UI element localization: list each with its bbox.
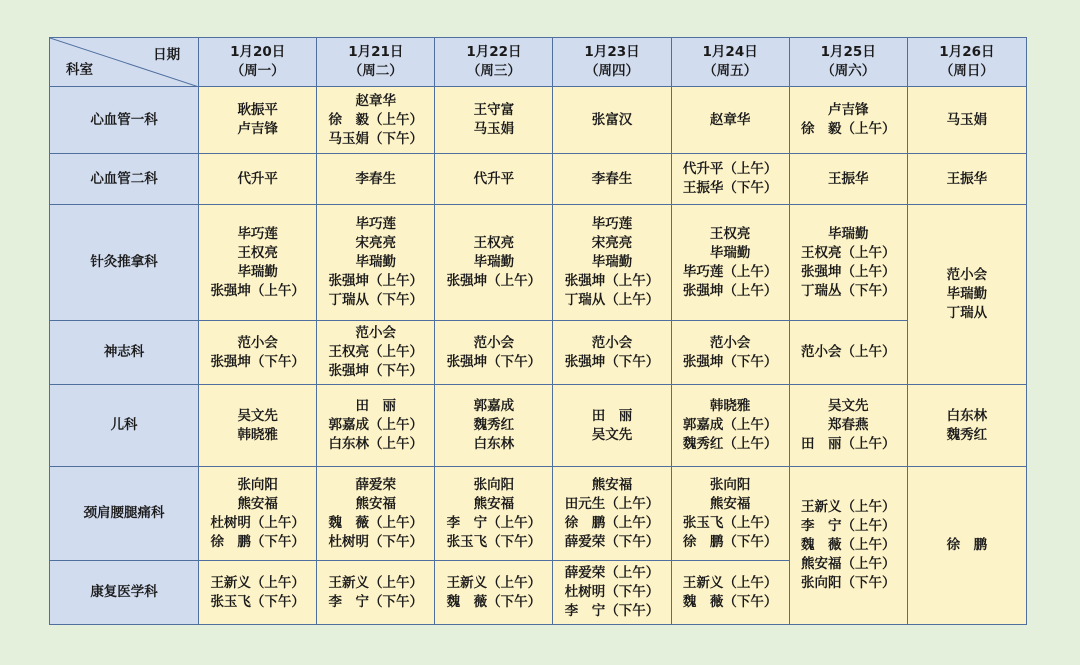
staff-entry: 马玉娟 [946,111,988,128]
staff-entry: 王振华（下午） [682,180,778,196]
staff-entry: 薛爱荣（下午） [564,533,660,550]
staff-entry: 范小会 [473,334,515,351]
staff-entry: 张强坤（下午） [210,353,305,370]
day-date: 1月25日 [820,44,876,60]
staff-entry: 王新义（上午） [446,574,542,591]
staff-entry: 王守富 [473,102,515,118]
duty-schedule [49,37,1027,625]
day-date: 1月23日 [584,44,640,60]
staff-entry: 张强坤（上午） [446,273,542,289]
staff-entry: 毕瑞勤 [473,254,515,270]
staff-entry: 魏秀红 [473,417,515,433]
staff-entry: 王新义（上午） [328,574,424,591]
staff-entry: 丁瑞从 [946,305,988,321]
schedule-table [49,37,1027,625]
department-name: 心血管二科 [50,154,199,205]
staff-entry: 张玉飞（下午） [446,533,542,550]
day-date: 1月22日 [466,44,522,60]
staff-entry: 魏秀红 [946,426,988,443]
staff-entry: 毕瑞勤 [946,286,988,302]
day-header [789,38,907,87]
staff-entry: 李 宁（上午） [446,514,542,531]
staff-entry: 马玉娟 [473,121,515,137]
duty-cell [907,154,1026,205]
staff-entry: 赵章华 [709,111,751,128]
staff-entry: 毕巧莲 [355,216,397,232]
department-name: 针灸推拿科 [50,205,199,321]
staff-entry: 熊安福 [355,495,397,512]
staff-entry: 熊安福 [473,495,515,512]
staff-entry: 熊安福 [591,476,633,493]
staff-entry: 魏 薇（下午） [446,593,542,610]
staff-entry: 徐 鹏（上午） [564,514,660,531]
duty-cell [553,87,671,154]
header-row [50,38,1027,87]
staff-entry: 杜树明（下午） [564,584,660,600]
day-header [907,38,1026,87]
staff-entry: 薛爱荣 [355,476,397,493]
staff-entry: 熊安福 [237,495,278,512]
staff-entry: 张强坤（上午） [800,263,896,280]
department-name: 神志科 [50,321,199,385]
staff-entry: 张向阳（下午） [800,575,896,591]
staff-entry: 白东林 [473,436,515,452]
staff-entry: 魏 薇（上午） [328,514,424,531]
staff-entry: 代升平 [473,170,515,187]
duty-cell [435,467,553,561]
duty-cell [199,154,317,205]
duty-cell [671,467,789,561]
staff-entry: 杜树明（上午） [210,514,305,531]
duty-cell [199,385,317,467]
staff-entry: 张强坤（下午） [682,353,778,370]
duty-cell [435,321,553,385]
staff-entry: 王权亮（上午） [328,344,424,360]
staff-entry: 代升平 [237,170,278,187]
day-header [435,38,553,87]
duty-cell [435,87,553,154]
duty-cell [317,385,435,467]
duty-cell [317,467,435,561]
staff-entry: 田 丽 [355,398,397,414]
duty-cell [789,205,907,321]
staff-entry: 李 宁（下午） [564,603,660,619]
staff-entry: 徐 鹏（下午） [210,533,305,550]
staff-entry: 杜树明（下午） [328,533,424,550]
duty-cell [789,87,907,154]
table-row [50,321,1027,385]
staff-entry: 韩晓雅 [709,398,751,414]
day-date: 1月21日 [348,44,404,60]
corner-dept-label: 科室 [66,62,93,78]
staff-entry: 熊安福 [709,495,751,512]
staff-entry: 张强坤（上午） [564,273,660,289]
table-row [50,205,1027,321]
department-name: 颈肩腰腿痛科 [50,467,199,561]
staff-entry: 毕瑞勤 [355,254,397,270]
day-weekday: （周日） [939,63,994,79]
day-date: 1月24日 [702,44,758,60]
duty-cell [907,385,1026,467]
staff-entry: 魏 薇（上午） [800,537,896,553]
duty-cell [553,385,671,467]
duty-cell [671,205,789,321]
staff-entry: 张强坤（下午） [446,353,542,370]
staff-entry: 张向阳 [709,476,751,493]
staff-entry: 白东林 [946,407,988,424]
staff-entry: 徐 毅（上午） [328,111,424,128]
duty-cell [907,87,1026,154]
staff-entry: 徐 毅（上午） [800,121,896,137]
staff-entry: 毕巧莲 [237,225,278,242]
staff-entry: 王新义（上午） [800,499,896,515]
duty-cell [671,561,789,625]
staff-entry: 吴文先 [827,398,869,414]
staff-entry: 毕瑞勤 [591,254,633,270]
staff-entry: 郑春燕 [827,417,869,433]
staff-entry: 毕巧莲 [591,216,633,232]
staff-entry: 范小会 [709,334,751,351]
duty-cell [553,154,671,205]
duty-cell [671,154,789,205]
staff-entry: 毕瑞勤 [709,244,751,261]
table-row [50,154,1027,205]
staff-entry: 薛爱荣（上午） [564,565,660,581]
duty-cell [907,467,1026,625]
department-name: 康复医学科 [50,561,199,625]
duty-cell [317,321,435,385]
staff-entry: 王权亮 [473,235,515,251]
duty-cell [435,561,553,625]
day-weekday: （周一） [230,63,285,79]
staff-entry: 熊安福（上午） [800,556,896,572]
day-weekday: （周二） [348,63,403,79]
staff-entry: 王权亮 [709,225,751,242]
staff-entry: 郭嘉成 [473,398,515,414]
duty-cell [789,467,907,625]
staff-entry: 张玉飞（上午） [682,514,778,531]
staff-entry: 卢吉锋 [827,102,869,118]
department-name: 心血管一科 [50,87,199,154]
staff-entry: 赵章华 [355,92,397,109]
staff-entry: 王权亮（上午） [800,244,896,261]
duty-cell [553,467,671,561]
staff-entry: 李春生 [591,170,633,187]
duty-cell [671,87,789,154]
staff-entry: 徐 鹏（下午） [682,533,778,550]
staff-entry: 吴文先 [237,407,278,424]
table-row [50,385,1027,467]
duty-cell [553,561,671,625]
table-row [50,87,1027,154]
duty-cell [553,321,671,385]
duty-cell [199,561,317,625]
staff-entry: 郭嘉成（上午） [328,417,424,433]
department-name: 儿科 [50,385,199,467]
staff-entry: 王振华 [946,170,988,187]
staff-entry: 丁瑞从（下午） [328,292,424,308]
duty-cell [553,205,671,321]
day-header [671,38,789,87]
corner-date-label: 日期 [153,47,181,63]
staff-entry: 张富汉 [591,111,633,128]
staff-entry: 代升平（上午） [682,161,778,177]
staff-entry: 范小会（上午） [800,344,896,360]
duty-cell [317,154,435,205]
day-header [317,38,435,87]
staff-entry: 宋亮亮 [591,235,633,251]
staff-entry: 张强坤（上午） [682,282,778,299]
staff-entry: 李 宁（上午） [800,518,896,534]
staff-entry: 张玉飞（下午） [210,593,305,610]
day-weekday: （周六） [821,63,876,79]
duty-cell [199,321,317,385]
staff-entry: 张向阳 [237,476,278,493]
day-header [553,38,671,87]
staff-entry: 耿振平 [237,102,278,118]
staff-entry: 马玉娟（下午） [328,130,424,147]
staff-entry: 毕巧莲（上午） [682,263,778,280]
staff-entry: 宋亮亮 [355,235,397,251]
day-date: 1月26日 [939,44,995,60]
duty-cell [317,87,435,154]
day-weekday: （周五） [703,63,758,79]
duty-cell [317,561,435,625]
staff-entry: 范小会 [237,334,278,351]
duty-cell [435,154,553,205]
staff-entry: 张强坤（下午） [564,353,660,370]
staff-entry: 田 丽（上午） [800,436,896,452]
corner-header [50,38,199,87]
staff-entry: 韩晓雅 [237,426,278,443]
staff-entry: 王振华 [827,170,869,187]
staff-entry: 田元生（上午） [564,495,660,512]
staff-entry: 王权亮 [237,244,278,261]
duty-cell [199,87,317,154]
staff-entry: 卢吉锋 [237,121,278,137]
duty-cell [789,321,907,385]
staff-entry: 张向阳 [473,476,515,493]
staff-entry: 毕瑞勤 [237,263,278,280]
day-header [199,38,317,87]
staff-entry: 范小会 [591,334,633,351]
staff-entry: 张强坤（下午） [328,363,424,379]
duty-cell [317,205,435,321]
staff-entry: 王新义（上午） [210,574,305,591]
staff-entry: 徐 鹏 [946,537,988,553]
staff-entry: 李 宁（下午） [328,593,424,610]
day-weekday: （周三） [466,63,521,79]
staff-entry: 丁瑞丛（下午） [800,282,896,299]
duty-cell [435,385,553,467]
table-row [50,467,1027,561]
staff-entry: 毕瑞勤 [827,225,869,242]
staff-entry: 李春生 [355,170,397,187]
day-date: 1月20日 [230,44,286,60]
duty-cell [671,385,789,467]
staff-entry: 张强坤（上午） [328,273,424,289]
staff-entry: 范小会 [946,267,988,283]
day-weekday: （周四） [585,63,640,79]
staff-entry: 魏 薇（下午） [682,593,778,610]
staff-entry: 范小会 [355,325,397,341]
staff-entry: 张强坤（上午） [210,282,305,299]
staff-entry: 吴文先 [591,426,633,443]
duty-cell [789,385,907,467]
duty-cell [907,205,1026,385]
staff-entry: 白东林（上午） [328,436,424,452]
duty-cell [789,154,907,205]
staff-entry: 魏秀红（上午） [682,436,778,452]
staff-entry: 丁瑞从（上午） [564,292,660,308]
duty-cell [435,205,553,321]
staff-entry: 田 丽 [591,407,633,424]
staff-entry: 郭嘉成（上午） [682,417,778,433]
staff-entry: 王新义（上午） [682,574,778,591]
duty-cell [199,467,317,561]
duty-cell [671,321,789,385]
duty-cell [199,205,317,321]
